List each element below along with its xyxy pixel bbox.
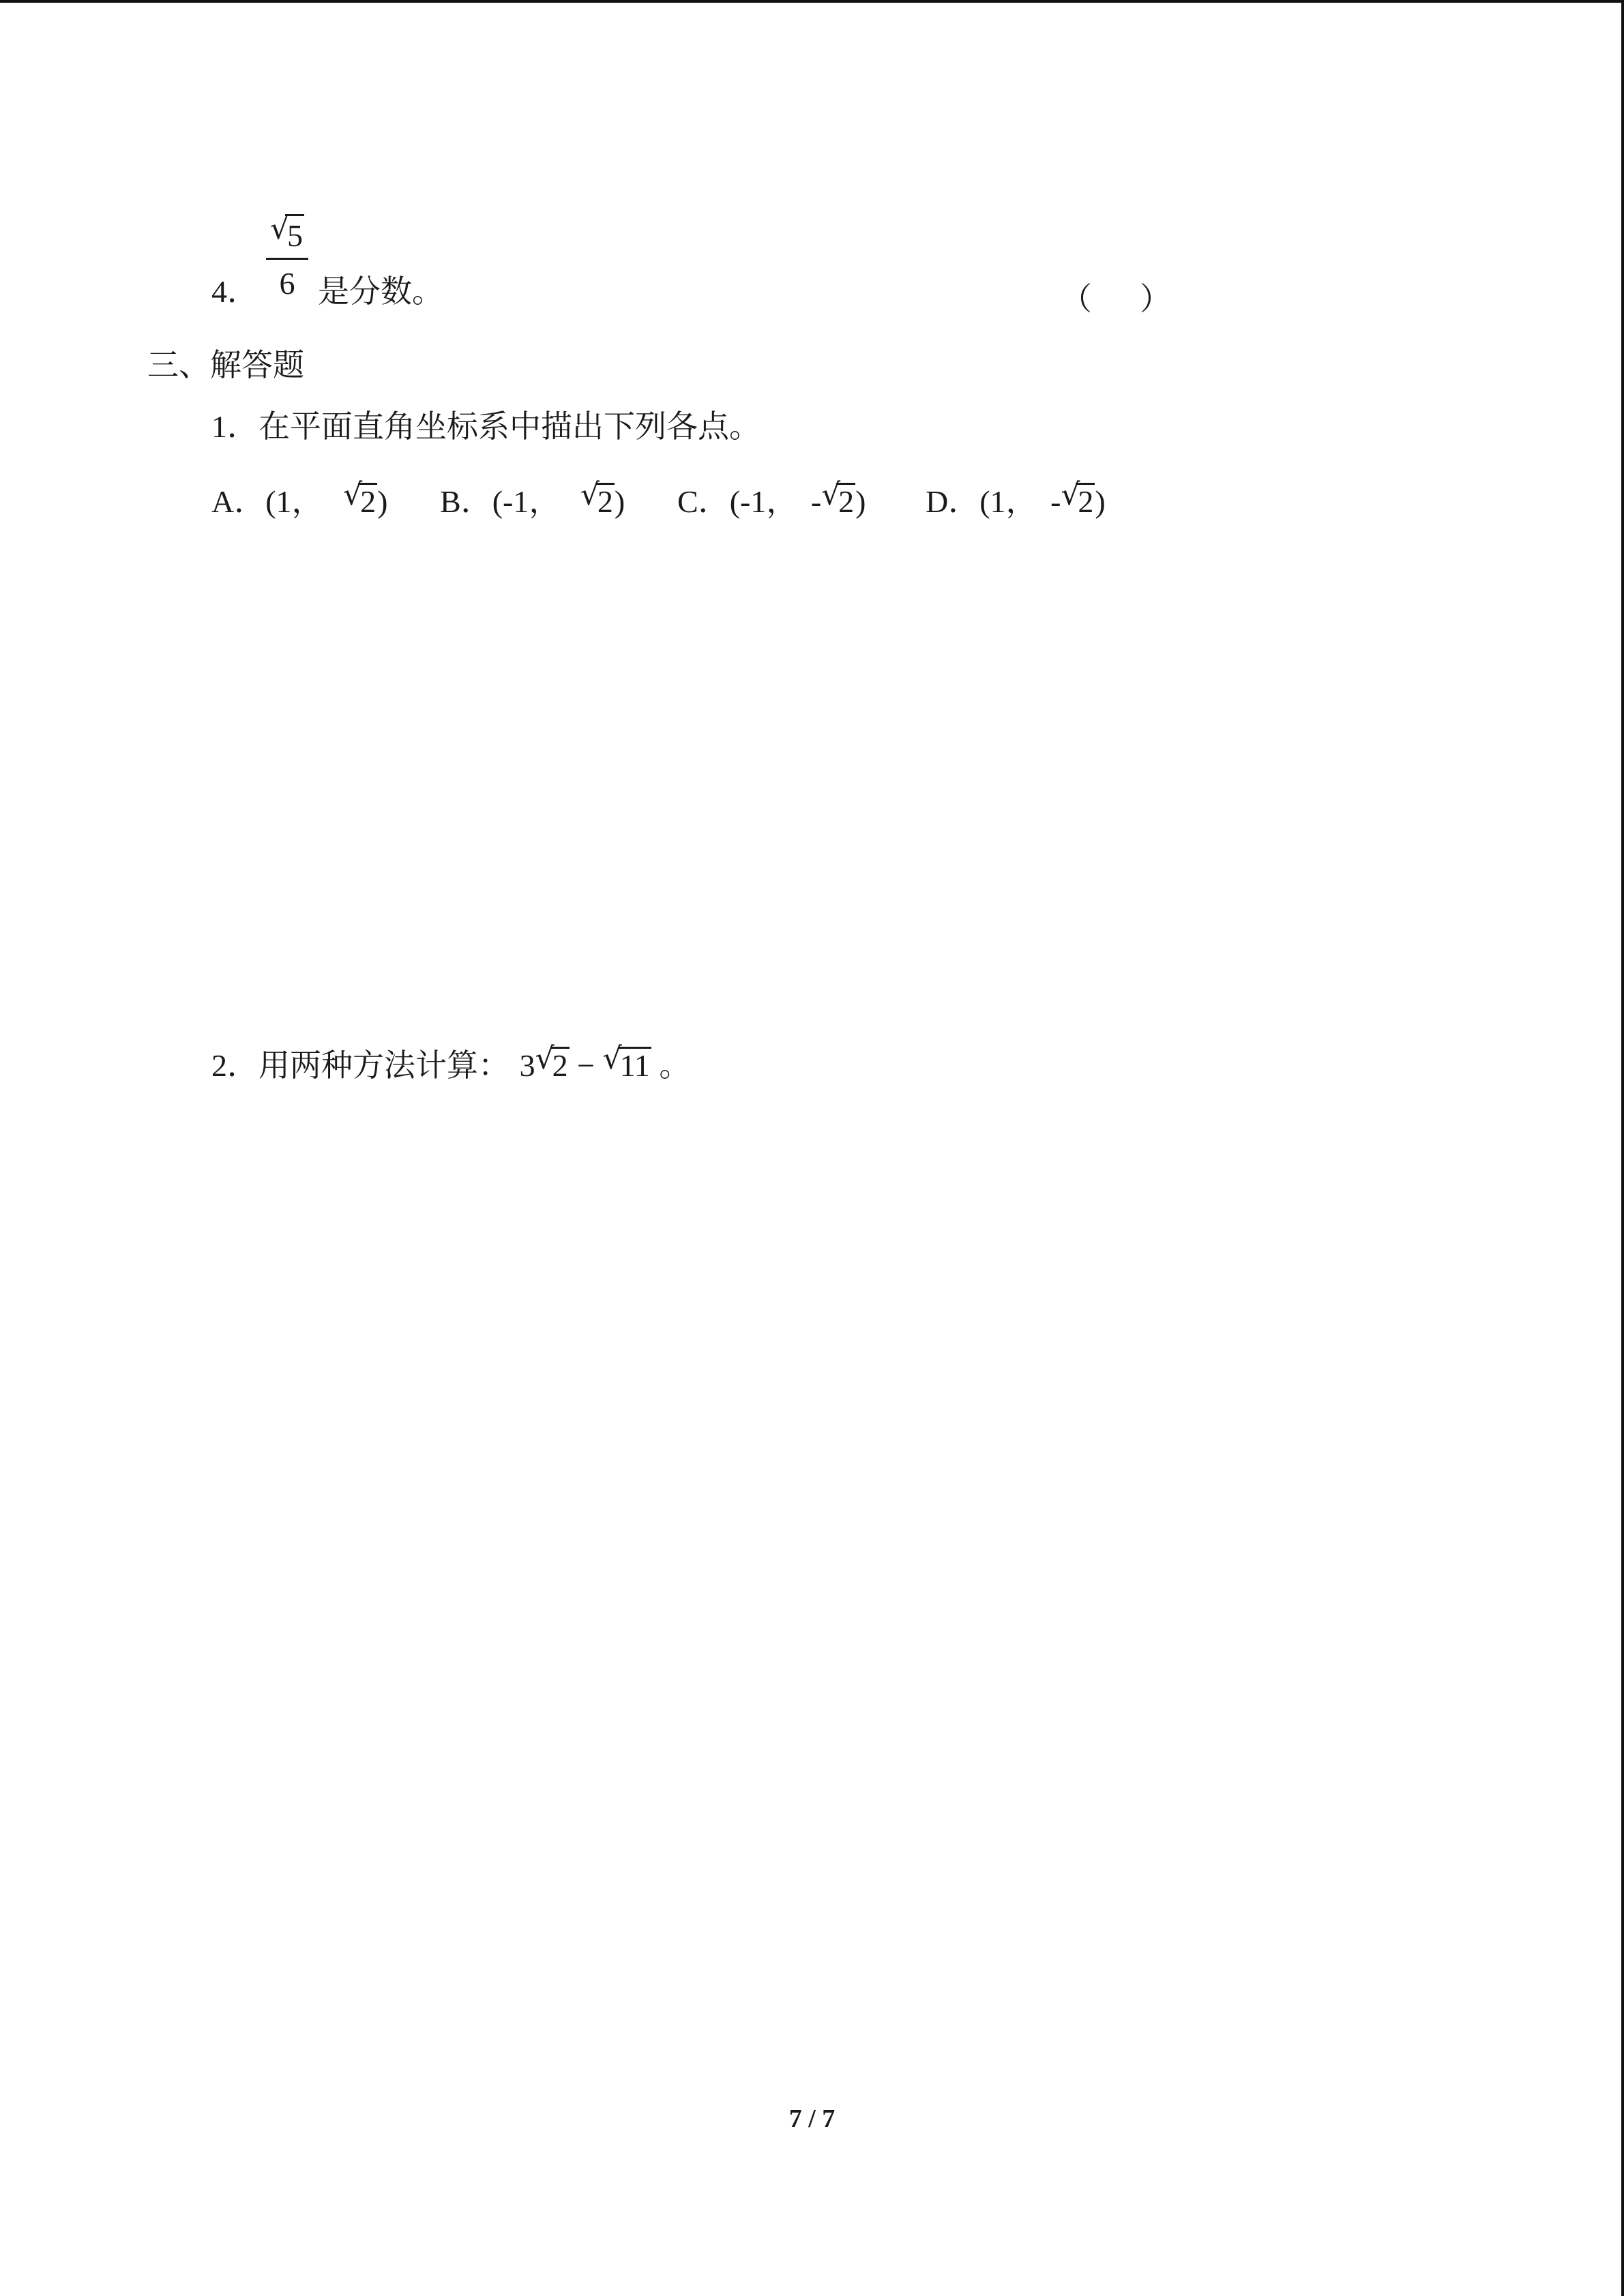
question-text: 在平面直角坐标系中描出下列各点。 [259, 408, 761, 445]
question-4-text [318, 273, 443, 310]
negative-sign: - [1050, 484, 1061, 519]
point-open: (-1， [492, 484, 561, 519]
radicand: 2 [358, 483, 377, 518]
question-text: 用两种方法计算： [259, 1047, 510, 1084]
coefficient: 3 [519, 1048, 535, 1083]
denominator: 6 [279, 266, 295, 301]
point-label: B． [440, 484, 492, 519]
radicand: 2 [595, 483, 615, 518]
question-number: 2． [211, 1048, 259, 1083]
radicand: 2 [1076, 483, 1095, 518]
point-b [440, 477, 625, 519]
radical: √ 2 [821, 477, 855, 519]
page-number: 7 / 7 [788, 2104, 836, 2133]
minus-sign: − [577, 1048, 595, 1083]
negative-sign: - [810, 484, 822, 519]
answer-blank[interactable] [1061, 274, 1171, 319]
point-c [677, 477, 866, 519]
point-label: D． [926, 484, 980, 519]
question-number: 4． [211, 274, 259, 309]
radical: √ 2 [535, 1041, 568, 1083]
point-close: ) [377, 484, 388, 519]
question-2 [211, 1041, 691, 1084]
point-a [211, 477, 388, 519]
fraction-sqrt5-over-6 [266, 211, 308, 301]
question-number: 1． [211, 409, 259, 444]
radical: √ 2 [343, 477, 377, 519]
point-label: C． [677, 484, 730, 519]
section-title [147, 346, 304, 383]
question-text: 是分数。 [318, 273, 443, 310]
period: 。 [659, 1047, 691, 1084]
point-open: (1， [265, 484, 323, 519]
radicand: 2 [836, 483, 855, 518]
point-close: ) [1095, 484, 1106, 519]
radical: √ 5 [270, 211, 303, 253]
paren-close: ） [1140, 282, 1171, 316]
radical: √ 2 [580, 477, 613, 519]
point-label: A． [211, 484, 266, 519]
question-4 [211, 275, 259, 308]
radical: √ 2 [1061, 477, 1094, 519]
radicand: 11 [618, 1047, 651, 1082]
radical: √ 11 [602, 1041, 650, 1083]
point-d [926, 477, 1106, 519]
expression [519, 1041, 660, 1083]
point-open: (1， [979, 484, 1037, 519]
point-close: ) [855, 484, 866, 519]
radicand: 5 [285, 214, 304, 254]
radicand: 2 [550, 1047, 570, 1082]
paren-open: （ [1061, 282, 1092, 316]
section-title-text: 三、解答题 [147, 346, 304, 383]
point-open: (-1， [729, 484, 798, 519]
question-1 [211, 408, 761, 445]
point-close: ) [614, 484, 625, 519]
